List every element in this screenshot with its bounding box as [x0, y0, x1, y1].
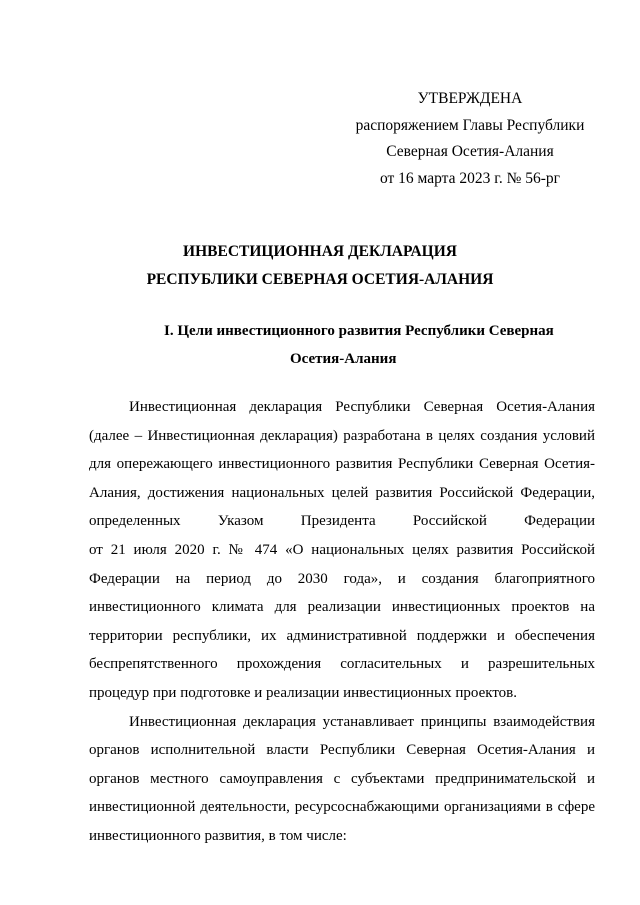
paragraph-2-line: органов исполнительной власти Республики Северная Осетия-Алания и [89, 742, 595, 759]
paragraph-1-line: Федерации на период до 2030 года», и создания благоприятного [89, 570, 595, 587]
paragraph-1-line: (далее – Инвестиционная декларация) разработана в целях создания условий [89, 427, 595, 444]
document-title-line-2: РЕСПУБЛИКИ СЕВЕРНАЯ ОСЕТИЯ-АЛАНИЯ [146, 271, 494, 288]
paragraph-2-line: Инвестиционная декларация устанавливает принципы взаимодействия [129, 713, 595, 730]
paragraph-1-line: для опережающего инвестиционного развития Республики Северная Осетия- [89, 456, 595, 473]
approval-authority: распоряжением Главы Республики [355, 116, 585, 134]
paragraph-1-line: инвестиционного климата для реализации инвестиционных проектов на [89, 599, 595, 616]
body-text [89, 393, 595, 851]
paragraph-2-line: инвестиционного развития, в том числе: [89, 827, 347, 844]
section-heading-line-1: I. Цели инвестиционного развития Республики Северная [164, 323, 554, 339]
paragraph-1-line: Алания, достижения национальных целей развития Российской Федерации, [89, 484, 595, 501]
approval-region: Северная Осетия-Алания [386, 143, 554, 160]
paragraph-1-line: Инвестиционная декларация Республики Северная Осетия-Алания [129, 399, 595, 415]
document-title [0, 238, 640, 294]
paragraph-1-line: территории республики, их административной поддержки и обеспечения [89, 627, 595, 644]
document-title-line-1: ИНВЕСТИЦИОННАЯ ДЕКЛАРАЦИЯ [183, 243, 457, 260]
paragraph-1 [89, 393, 595, 708]
approval-date-number: от 16 марта 2023 г. № 56-рг [379, 169, 561, 187]
paragraph-2 [89, 708, 595, 851]
section-heading-line-2: Осетия-Алания [290, 351, 397, 367]
approval-heading: УТВЕРЖДЕНА [417, 90, 523, 107]
paragraph-2-line: инвестиционной деятельности, ресурсоснабжающими организациями в сфере [89, 799, 595, 816]
paragraph-2-line: органов местного самоуправления с субъектами предпринимательской и [89, 770, 595, 787]
paragraph-1-line: беспрепятственного прохождения согласительных и разрешительных [89, 656, 595, 673]
approval-stamp [340, 86, 600, 192]
paragraph-1-line: процедур при подготовке и реализации инвестиционных проектов. [89, 684, 518, 701]
paragraph-1-line: определенных Указом Президента Российской Федерации [89, 513, 595, 530]
paragraph-1-line: от 21 июля 2020 г. № 474 «О национальных целях развития Российской [89, 541, 595, 558]
